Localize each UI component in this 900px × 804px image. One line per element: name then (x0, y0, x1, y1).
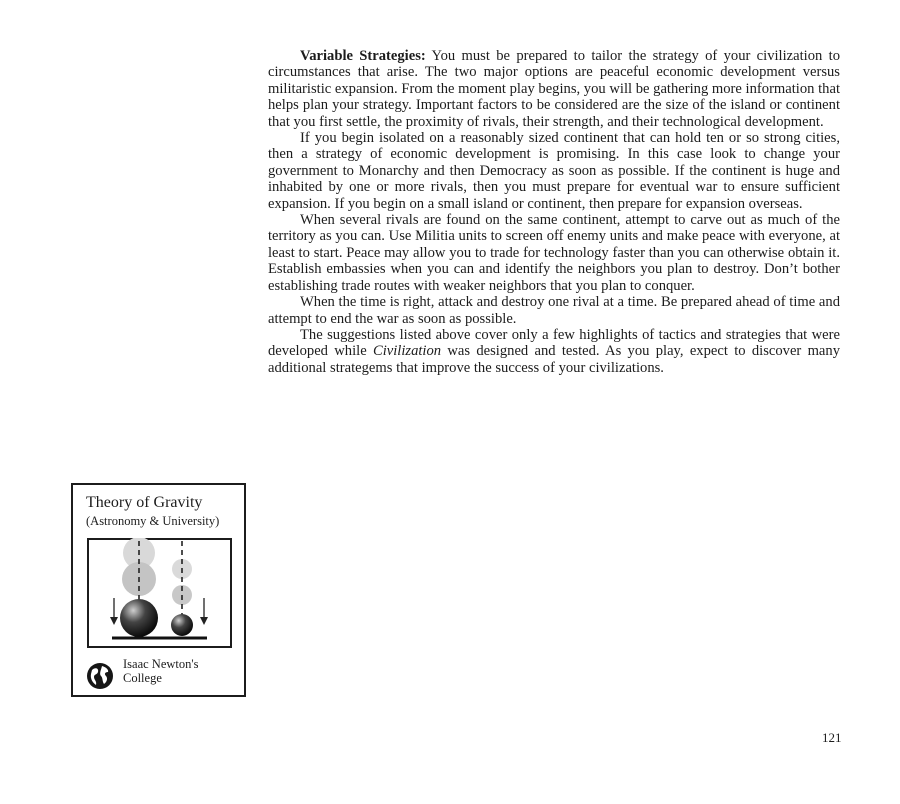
body-text (268, 48, 840, 376)
paragraph-isolated-continent: If you begin isolated on a reasonably sized continent that can hold ten or so strong cities, then a strategy of economic development is promising. In this case look to change your government to Monarchy and then Democracy as soon as possible. If the continent is huge and inhabited by one or more rivals, then you must prepare for eventual war to ensure sufficient expansion. If you begin on a small island or continent, then prepare for expansion overseas. (268, 130, 840, 212)
advance-title: Theory of Gravity (86, 494, 203, 511)
falling-spheres-illustration (87, 538, 232, 648)
advance-prerequisites: (Astronomy & University) (86, 514, 220, 528)
paragraph-variable-strategies (268, 48, 840, 130)
paragraph-suggestions (268, 327, 840, 376)
paragraph-several-rivals: When several rivals are found on the same continent, attempt to carve out as much of the territory as you can. Use Militia units to screen off enemy units and make peace with everyone, at least to start. Peace may allow you to trade for technology faster than you can otherwise obtain it. Establish embassies when you can and identify the neighbors you plan to destroy. Don’t bother establishing trade routes with weaker neighbors that you plan to conquer. (268, 212, 840, 294)
suggestions-text-start: The suggestions listed above cover only a few highlights of tactics and strategies that were developed while (268, 326, 840, 360)
page-number: 121 (822, 730, 842, 745)
suggestions-text-end: was designed and tested. As you play, expect to discover many additional strategems that improve the success of your civilizations. (268, 343, 840, 376)
wonder-name: Isaac Newton's College (123, 657, 199, 685)
lead-text: You must be prepared to tailor the strategy of your civilization to circumstances that arise. The two major options are peaceful economic development versus militaristic expansion. From the moment play begins, you will be gathering more information that helps plan your strategy. Important factors to be considered are the size of the island or continent that you first settle, the proximity of rivals, their strength, and their technological development. (268, 48, 840, 130)
paragraph-attack-rival: When the time is right, attack and destroy one rival at a time. Be prepared ahead of time and attempt to end the war as soon as possible. (268, 294, 840, 327)
globe-icon (86, 662, 114, 690)
advance-sidebar (71, 483, 246, 697)
game-title: Civilization (372, 343, 442, 360)
lead-heading: Variable Strategies: (300, 48, 426, 64)
